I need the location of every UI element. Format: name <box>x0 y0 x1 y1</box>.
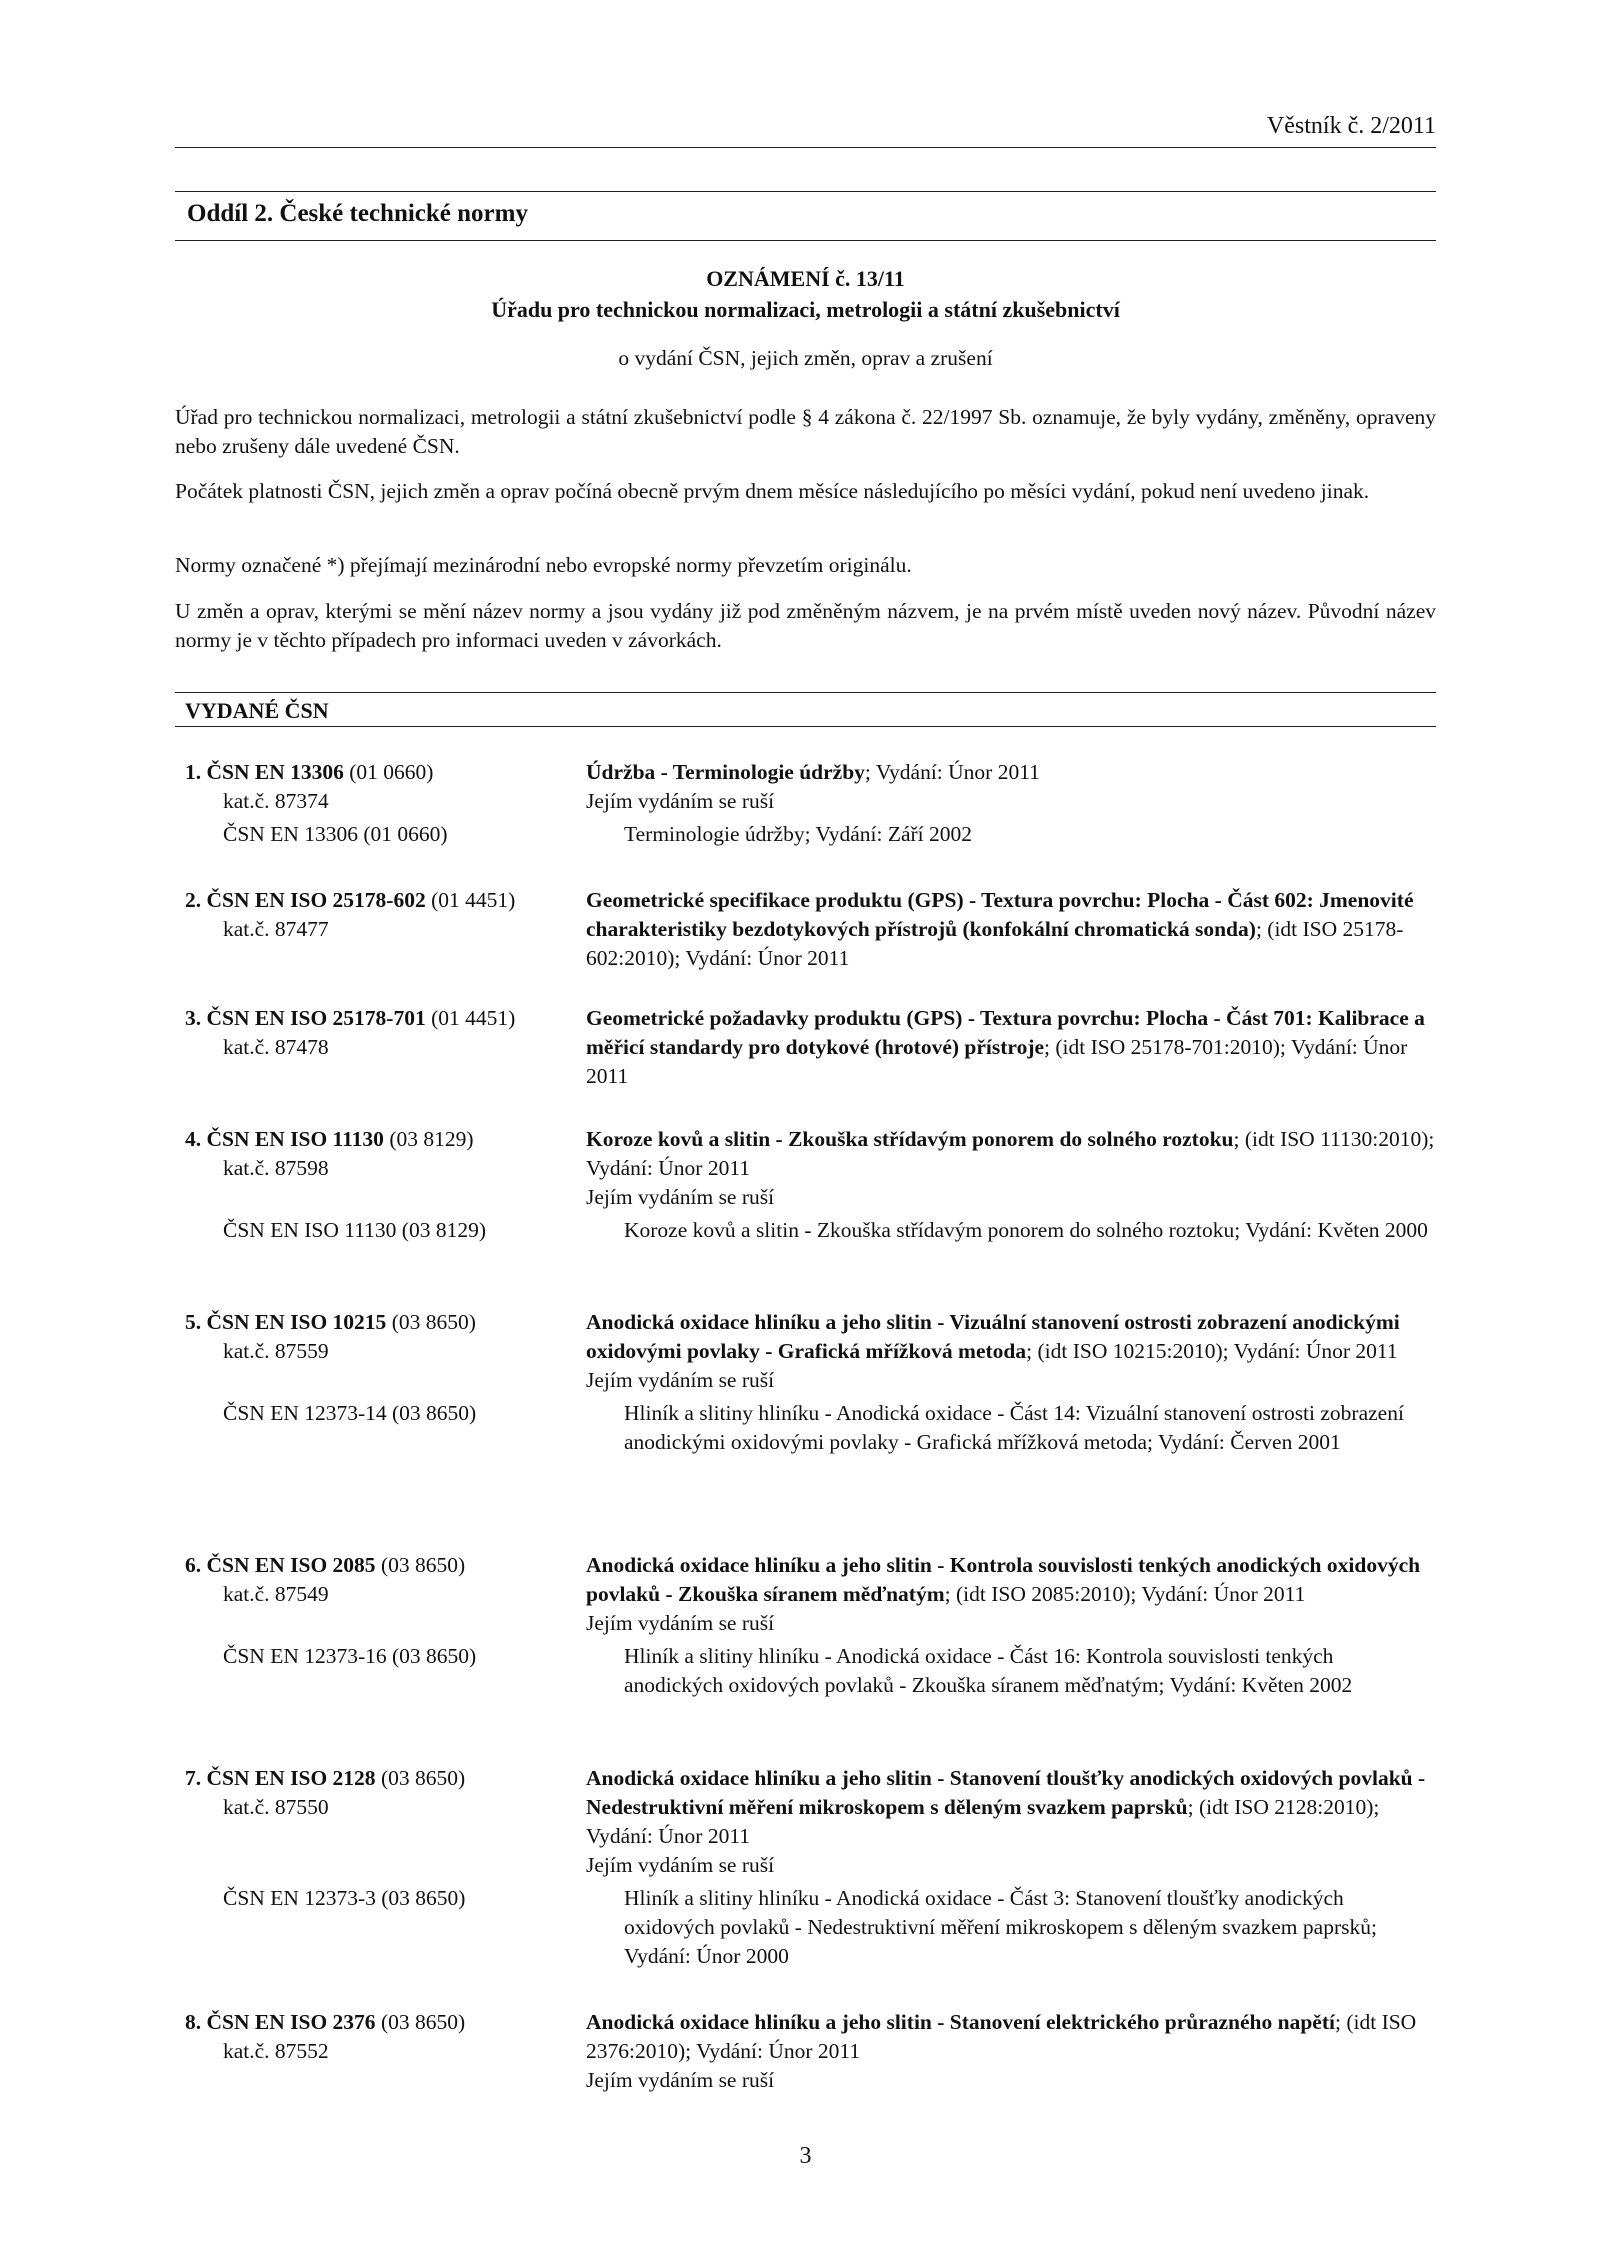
standard-edition: ; Vydání: Únor 2011 <box>864 760 1040 784</box>
standard-description <box>586 1004 1436 1091</box>
standard-id <box>185 1551 586 1638</box>
standard-entry <box>185 758 1436 849</box>
standard-description <box>586 886 1436 973</box>
standard-title: Koroze kovů a slitin - Zkouška střídavým ponorem do solného roztoku <box>586 1127 1234 1151</box>
standard-code: ČSN EN 13306 <box>206 760 344 784</box>
cancellation-note: Jejím vydáním se ruší <box>586 1853 775 1877</box>
cancellation-note: Jejím vydáním se ruší <box>586 1185 775 1209</box>
standard-class: (03 8650) <box>375 1553 466 1577</box>
catalog-number: kat.č. 87374 <box>223 789 329 813</box>
standard-code: ČSN EN ISO 2128 <box>206 1766 376 1790</box>
standard-title: Anodická oxidace hliníku a jeho slitin - Kontrola souvislosti tenkých anodických oxidových povlaků - Zkouška síranem měďnatým <box>586 1553 1421 1606</box>
replaced-standard-code: ČSN EN 12373-16 (03 8650) <box>223 1644 477 1668</box>
catalog-number: kat.č. 87598 <box>223 1156 329 1180</box>
replaced-standard-title: Hliník a slitiny hliníku - Anodická oxidace - Část 16: Kontrola souvislosti tenkých anodických oxidových povlaků - Zkouška síranem měďnatým; Vydání: Květen 2002 <box>624 1644 1353 1697</box>
standard-class: (03 8650) <box>386 1310 476 1334</box>
standard-code: ČSN EN ISO 25178-602 <box>206 888 426 912</box>
standard-entry-main <box>185 758 1436 816</box>
standard-title: Geometrické požadavky produktu (GPS) - Textura povrchu: Plocha - Část 701: Kalibrace a měřicí standardy pro dotykové (hrotové) přístroje <box>586 1006 1425 1059</box>
standard-description <box>586 1551 1436 1638</box>
standard-description <box>586 2008 1436 2095</box>
replaced-standard-title: Koroze kovů a slitin - Zkouška střídavým ponorem do solného roztoku; Vydání: Květen 2000 <box>624 1218 1428 1242</box>
catalog-number: kat.č. 87550 <box>223 1795 329 1819</box>
replaced-standard-title: Terminologie údržby; Vydání: Září 2002 <box>624 822 972 846</box>
standard-title: Údržba - Terminologie údržby <box>586 760 865 784</box>
catalog-number: kat.č. 87478 <box>223 1035 329 1059</box>
standard-id <box>185 886 586 973</box>
standard-edition: ; (idt ISO 2085:2010); Vydání: Únor 2011 <box>944 1582 1306 1606</box>
standard-edition: ; (idt ISO 25178-701:2010); Vydání: Únor 2011 <box>586 1035 1408 1088</box>
standard-entry-main <box>185 886 1436 973</box>
standard-entry-main <box>185 1125 1436 1212</box>
standard-description <box>586 758 1436 816</box>
standard-title: Anodická oxidace hliníku a jeho slitin - Stanovení tloušťky anodických oxidových povlaků - Nedestruktivní měření mikroskopem s děleným svazkem paprsků <box>586 1766 1426 1819</box>
standard-id <box>185 1004 586 1091</box>
standard-class: (01 4451) <box>425 888 516 912</box>
page-number: 3 <box>799 2143 812 2169</box>
notice-paragraph-4: U změn a oprav, kterými se mění název normy a jsou vydány již pod změněným názvem, je na prvém místě uveden nový název. Původní název normy je v těchto případech pro informaci uveden v závorkách. <box>175 599 1436 652</box>
standard-edition: ; (idt ISO 25178-602:2010); Vydání: Únor 2011 <box>586 917 1404 970</box>
standard-entry-main <box>185 1764 1436 1880</box>
standard-edition: ; (idt ISO 2376:2010); Vydání: Únor 2011 <box>586 2010 1417 2063</box>
cancellation-note: Jejím vydáním se ruší <box>586 2068 775 2092</box>
standard-id <box>185 758 586 816</box>
standard-entry <box>185 2008 1436 2095</box>
standard-class: (01 0660) <box>343 760 434 784</box>
standard-id <box>185 1764 586 1880</box>
standard-id <box>185 1125 586 1212</box>
standard-code: ČSN EN ISO 2376 <box>206 2010 376 2034</box>
section-rule-top <box>175 191 1436 192</box>
notice-paragraph-2: Počátek platnosti ČSN, jejich změn a oprav počíná obecně prvým dnem měsíce následujícího po měsíci vydání, pokud není uvedeno jinak. <box>175 479 1370 503</box>
standard-number: 2. <box>185 888 202 912</box>
cancellation-note: Jejím vydáním se ruší <box>586 789 775 813</box>
cancellation-note: Jejím vydáním se ruší <box>586 1368 775 1392</box>
standard-code: ČSN EN ISO 25178-701 <box>206 1006 426 1030</box>
standard-entry-main <box>185 1308 1436 1395</box>
standard-entry <box>185 886 1436 973</box>
standard-id <box>185 2008 586 2095</box>
standard-entry-main <box>185 2008 1436 2095</box>
standard-entry <box>185 1004 1436 1091</box>
catalog-number: kat.č. 87552 <box>223 2039 329 2063</box>
catalog-number: kat.č. 87549 <box>223 1582 329 1606</box>
notice-authority: Úřadu pro technickou normalizaci, metrologii a státní zkušebnictví <box>491 297 1120 322</box>
issued-heading: VYDANÉ ČSN <box>185 698 329 723</box>
replaced-standard-title: Hliník a slitiny hliníku - Anodická oxidace - Část 14: Vizuální stanovení ostrosti zobrazení anodickými oxidovými povlaky - Grafická mřížková metoda; Vydání: Červen 2001 <box>624 1401 1404 1454</box>
standard-number: 6. <box>185 1553 202 1577</box>
standard-entry <box>185 1308 1436 1457</box>
standard-edition: ; (idt ISO 11130:2010); Vydání: Únor 2011 <box>586 1127 1435 1180</box>
section-rule-bottom <box>175 240 1436 241</box>
replaced-standard-title: Hliník a slitiny hliníku - Anodická oxidace - Část 3: Stanovení tloušťky anodických oxidových povlaků - Nedestruktivní měření mikroskopem s děleným svazkem paprsků; Vydání: Únor 2000 <box>624 1886 1377 1968</box>
header-rule <box>175 147 1436 148</box>
cancellation-note: Jejím vydáním se ruší <box>586 1611 775 1635</box>
catalog-number: kat.č. 87477 <box>223 917 329 941</box>
standard-entry-main <box>185 1551 1436 1638</box>
standard-description <box>586 1308 1436 1395</box>
standard-number: 5. <box>185 1310 202 1334</box>
standard-title: Geometrické specifikace produktu (GPS) - Textura povrchu: Plocha - Část 602: Jmenovité charakteristiky bezdotykových přístrojů (konfokální chromatická sonda) <box>586 888 1414 941</box>
replaced-standard <box>185 1884 1436 1971</box>
standard-class: (01 4451) <box>425 1006 516 1030</box>
standard-number: 4. <box>185 1127 202 1151</box>
section-title: Oddíl 2. České technické normy <box>187 200 528 227</box>
replaced-standard-code: ČSN EN 13306 (01 0660) <box>223 822 448 846</box>
standard-entry-main <box>185 1004 1436 1091</box>
standard-title: Anodická oxidace hliníku a jeho slitin - Stanovení elektrického průrazného napětí <box>586 2010 1335 2034</box>
standard-description <box>586 1764 1436 1880</box>
catalog-number: kat.č. 87559 <box>223 1339 329 1363</box>
standard-number: 3. <box>185 1006 202 1030</box>
standard-class: (03 8129) <box>383 1127 474 1151</box>
replaced-standard-code: ČSN EN 12373-14 (03 8650) <box>223 1401 477 1425</box>
standard-entry <box>185 1125 1436 1245</box>
replaced-standard <box>185 1399 1436 1457</box>
notice-paragraph-1: Úřad pro technickou normalizaci, metrologii a státní zkušebnictví podle § 4 zákona č. 22/1997 Sb. oznamuje, že byly vydány, změněny, opraveny nebo zrušeny dále uvedené ČSN. <box>175 405 1436 458</box>
bulletin-header: Věstník č. 2/2011 <box>1266 113 1436 139</box>
standard-code: ČSN EN ISO 2085 <box>206 1553 376 1577</box>
standard-id <box>185 1308 586 1395</box>
replaced-standard <box>185 1216 1436 1245</box>
replaced-standard <box>185 820 1436 849</box>
standard-code: ČSN EN ISO 10215 <box>206 1310 387 1334</box>
replaced-standard <box>185 1642 1436 1700</box>
standard-entry <box>185 1764 1436 1971</box>
standard-class: (03 8650) <box>375 2010 466 2034</box>
standard-code: ČSN EN ISO 11130 <box>206 1127 384 1151</box>
standard-number: 1. <box>185 760 202 784</box>
issued-rule-bottom <box>175 726 1436 727</box>
replaced-standard-code: ČSN EN 12373-3 (03 8650) <box>223 1886 466 1910</box>
standard-edition: ; (idt ISO 10215:2010); Vydání: Únor 2011 <box>1026 1339 1398 1363</box>
standard-number: 8. <box>185 2010 202 2034</box>
standard-entry <box>185 1551 1436 1700</box>
standard-edition: ; (idt ISO 2128:2010); Vydání: Únor 2011 <box>586 1795 1380 1848</box>
standard-class: (03 8650) <box>375 1766 466 1790</box>
replaced-standard-code: ČSN EN ISO 11130 (03 8129) <box>223 1218 486 1242</box>
notice-paragraph-3: Normy označené *) přejímají mezinárodní nebo evropské normy převzetím originálu. <box>175 553 912 577</box>
standard-title: Anodická oxidace hliníku a jeho slitin - Vizuální stanovení ostrosti zobrazení anodickými oxidovými povlaky - Grafická mřížková metoda <box>586 1310 1400 1363</box>
notice-subtitle: o vydání ČSN, jejich změn, oprav a zrušení <box>618 346 993 370</box>
issued-rule-top <box>175 692 1436 693</box>
standard-description <box>586 1125 1436 1212</box>
notice-title: OZNÁMENÍ č. 13/11 <box>706 266 905 291</box>
standard-number: 7. <box>185 1766 202 1790</box>
